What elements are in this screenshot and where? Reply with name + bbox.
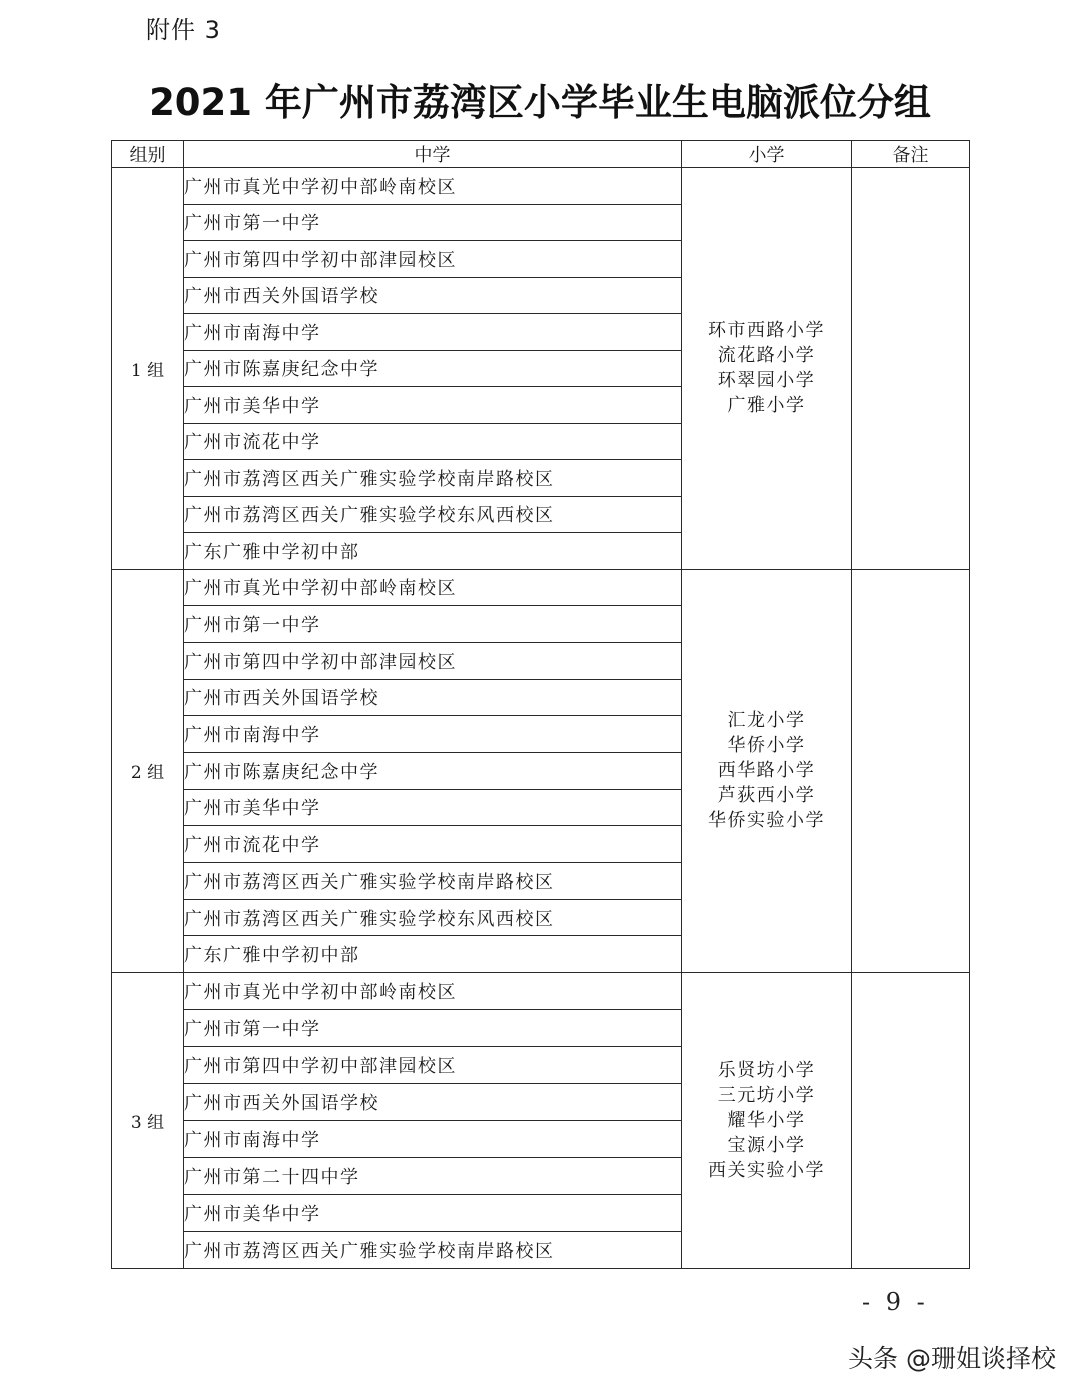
primary-school-name: 西华路小学	[717, 760, 816, 782]
middle-school-cell: 广州市第一中学	[184, 1010, 682, 1047]
remarks-cell	[852, 569, 970, 973]
middle-school-cell: 广州市第一中学	[184, 606, 682, 643]
middle-school-cell: 广东广雅中学初中部	[184, 936, 682, 973]
primary-schools-cell	[682, 569, 852, 973]
primary-school-name: 华侨小学	[727, 735, 806, 757]
document-title: 2021 年广州市荔湾区小学毕业生电脑派位分组	[149, 81, 931, 124]
remarks-cell	[852, 973, 970, 1269]
group-label: 3 组	[112, 973, 184, 1269]
attachment-label: 附件 3	[146, 16, 221, 44]
header-remarks: 备注	[852, 141, 970, 168]
middle-school-cell: 广州市第四中学初中部津园校区	[184, 1047, 682, 1084]
watermark: 头条 @珊姐谈择校	[848, 1344, 1056, 1373]
primary-school-name: 华侨实验小学	[708, 810, 825, 832]
middle-school-cell: 广州市美华中学	[184, 387, 682, 424]
primary-school-name: 乐贤坊小学	[717, 1060, 816, 1082]
middle-school-cell: 广州市第一中学	[184, 204, 682, 241]
group-label: 1 组	[112, 168, 184, 570]
middle-school-cell: 广州市南海中学	[184, 1121, 682, 1158]
middle-school-cell: 广州市陈嘉庚纪念中学	[184, 752, 682, 789]
middle-school-cell: 广州市第四中学初中部津园校区	[184, 241, 682, 278]
table-row	[112, 973, 970, 1010]
middle-school-cell: 广州市美华中学	[184, 789, 682, 826]
middle-school-cell: 广州市西关外国语学校	[184, 1084, 682, 1121]
remarks-cell	[852, 168, 970, 570]
primary-school-name: 宝源小学	[727, 1135, 806, 1157]
middle-school-cell: 广州市南海中学	[184, 716, 682, 753]
middle-school-cell: 广州市荔湾区西关广雅实验学校东风西校区	[184, 496, 682, 533]
primary-school-name: 广雅小学	[727, 395, 806, 417]
primary-school-name: 芦荻西小学	[717, 785, 816, 807]
middle-school-cell: 广州市荔湾区西关广雅实验学校南岸路校区	[184, 1232, 682, 1269]
middle-school-cell: 广州市西关外国语学校	[184, 277, 682, 314]
middle-school-cell: 广州市流花中学	[184, 423, 682, 460]
header-group: 组别	[112, 141, 184, 168]
group-label: 2 组	[112, 569, 184, 973]
primary-schools-cell	[682, 168, 852, 570]
middle-school-cell: 广东广雅中学初中部	[184, 533, 682, 570]
primary-school-name: 汇龙小学	[727, 710, 806, 732]
header-middle-school: 中学	[184, 141, 682, 168]
middle-school-cell: 广州市真光中学初中部岭南校区	[184, 168, 682, 205]
middle-school-cell: 广州市西关外国语学校	[184, 679, 682, 716]
middle-school-cell: 广州市真光中学初中部岭南校区	[184, 973, 682, 1010]
middle-school-cell: 广州市第四中学初中部津园校区	[184, 642, 682, 679]
header-primary-school: 小学	[682, 141, 852, 168]
allocation-table	[111, 140, 970, 1269]
middle-school-cell: 广州市荔湾区西关广雅实验学校南岸路校区	[184, 863, 682, 900]
primary-school-name: 三元坊小学	[717, 1085, 816, 1107]
middle-school-cell: 广州市美华中学	[184, 1195, 682, 1232]
primary-school-name: 流花路小学	[717, 345, 816, 367]
middle-school-cell: 广州市荔湾区西关广雅实验学校东风西校区	[184, 899, 682, 936]
primary-school-name: 环市西路小学	[708, 320, 825, 342]
primary-school-name: 环翠园小学	[717, 370, 816, 392]
middle-school-cell: 广州市陈嘉庚纪念中学	[184, 350, 682, 387]
table-header-row	[112, 141, 970, 168]
page-number: - 9 -	[862, 1288, 929, 1316]
primary-schools-cell	[682, 973, 852, 1269]
primary-school-name: 西关实验小学	[708, 1160, 825, 1182]
table-row	[112, 569, 970, 606]
middle-school-cell: 广州市流花中学	[184, 826, 682, 863]
table-row	[112, 168, 970, 205]
middle-school-cell: 广州市第二十四中学	[184, 1158, 682, 1195]
middle-school-cell: 广州市荔湾区西关广雅实验学校南岸路校区	[184, 460, 682, 497]
middle-school-cell: 广州市真光中学初中部岭南校区	[184, 569, 682, 606]
primary-school-name: 耀华小学	[727, 1110, 806, 1132]
middle-school-cell: 广州市南海中学	[184, 314, 682, 351]
